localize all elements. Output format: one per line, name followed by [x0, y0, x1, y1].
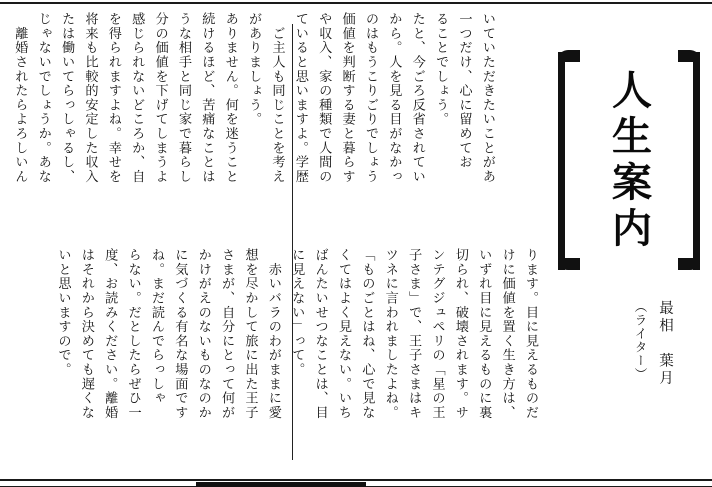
text-column: いずれ目に見えるものに裏: [476, 248, 492, 420]
text-column: 度、お読みください。離婚: [102, 248, 118, 420]
text-column: ばんたいせつなことは、目: [312, 248, 328, 420]
text-column: のはもうこりごりでしょう: [363, 12, 378, 184]
text-column: ありません。何を迷うこと: [222, 12, 238, 184]
text-column: らない。だとしたらぜひ一: [125, 248, 141, 420]
text-column: ご主人も同じことを考え: [269, 12, 285, 184]
text-column: や収入、家の種類で人間の: [316, 12, 332, 184]
text-column: 感じられないどころか、自: [129, 12, 145, 184]
text-column: はそれから決めても遅くな: [78, 248, 94, 420]
text-column: さまが、自分にとって何が: [219, 248, 235, 420]
text-column: いと思いますので。: [55, 248, 71, 377]
text-column: たと、今ごろ反省されてい: [409, 12, 425, 184]
text-column: ね。まだ読んでらっしゃ: [149, 248, 164, 406]
text-column: に見えない」って。: [289, 248, 305, 377]
text-column: 分の価値を下げてしまうよ: [152, 12, 168, 184]
text-column: ります。目に見えるものだ: [523, 248, 538, 420]
text-column: けに価値を置く生き方は、: [499, 248, 515, 420]
author-role: （ライター）: [633, 300, 648, 381]
text-column: 切られ、破壊されます。サ: [452, 248, 468, 420]
text-column: から。人を見る目がなかっ: [386, 12, 402, 184]
bottom-black-bar: [196, 482, 366, 487]
text-column-lead: 離婚されたらよろしいん: [12, 12, 28, 184]
top-divider-rule: [0, 2, 712, 4]
text-column: 一つだけ、心に留めてお: [456, 12, 472, 170]
text-column: 続けるほど、苦痛なことは: [199, 12, 215, 184]
text-column: ていると思いますよ。学歴: [292, 12, 308, 184]
masthead-title-block: [554, 40, 704, 280]
text-column: 子さま」で、王子さまはキ: [406, 248, 422, 420]
text-column: かけがえのないものなのか: [195, 248, 211, 420]
text-column: がありましょう。: [246, 12, 262, 127]
text-column: 価値を判断する妻と暮らす: [339, 12, 355, 184]
text-column: うな相手と同じ家で暮らし: [176, 12, 191, 184]
text-column: いていただきたいことがあ: [479, 12, 495, 184]
bottom-divider-rule: [0, 479, 712, 481]
text-column: 「ものごとはね、心で見な: [359, 248, 375, 420]
text-column: 赤いバラのわがままに愛: [265, 248, 281, 420]
text-column: ることでしょう。: [433, 12, 449, 127]
text-column: 将来も比較的安定した収入: [82, 12, 98, 184]
author-name: 最相 葉月: [657, 300, 673, 388]
text-column: ンテグジュペリの「星の王: [429, 248, 445, 420]
text-column: たは働いてらっしゃるし、: [59, 12, 75, 184]
byline: [627, 300, 676, 430]
text-column: くてはよく見えない。いち: [336, 248, 351, 420]
article-body-columns-lower: [51, 248, 542, 464]
text-column: じゃないでしょうか。あな: [35, 12, 51, 184]
text-column: ツネに言われましたよね。: [382, 248, 398, 420]
text-column: 想を尽かして旅に出た王子: [242, 248, 258, 420]
text-column: に気づくる有名な場面です: [172, 248, 188, 420]
text-column: を得られますよね。幸せを: [105, 12, 121, 184]
column-title: 人生案内: [605, 69, 653, 253]
